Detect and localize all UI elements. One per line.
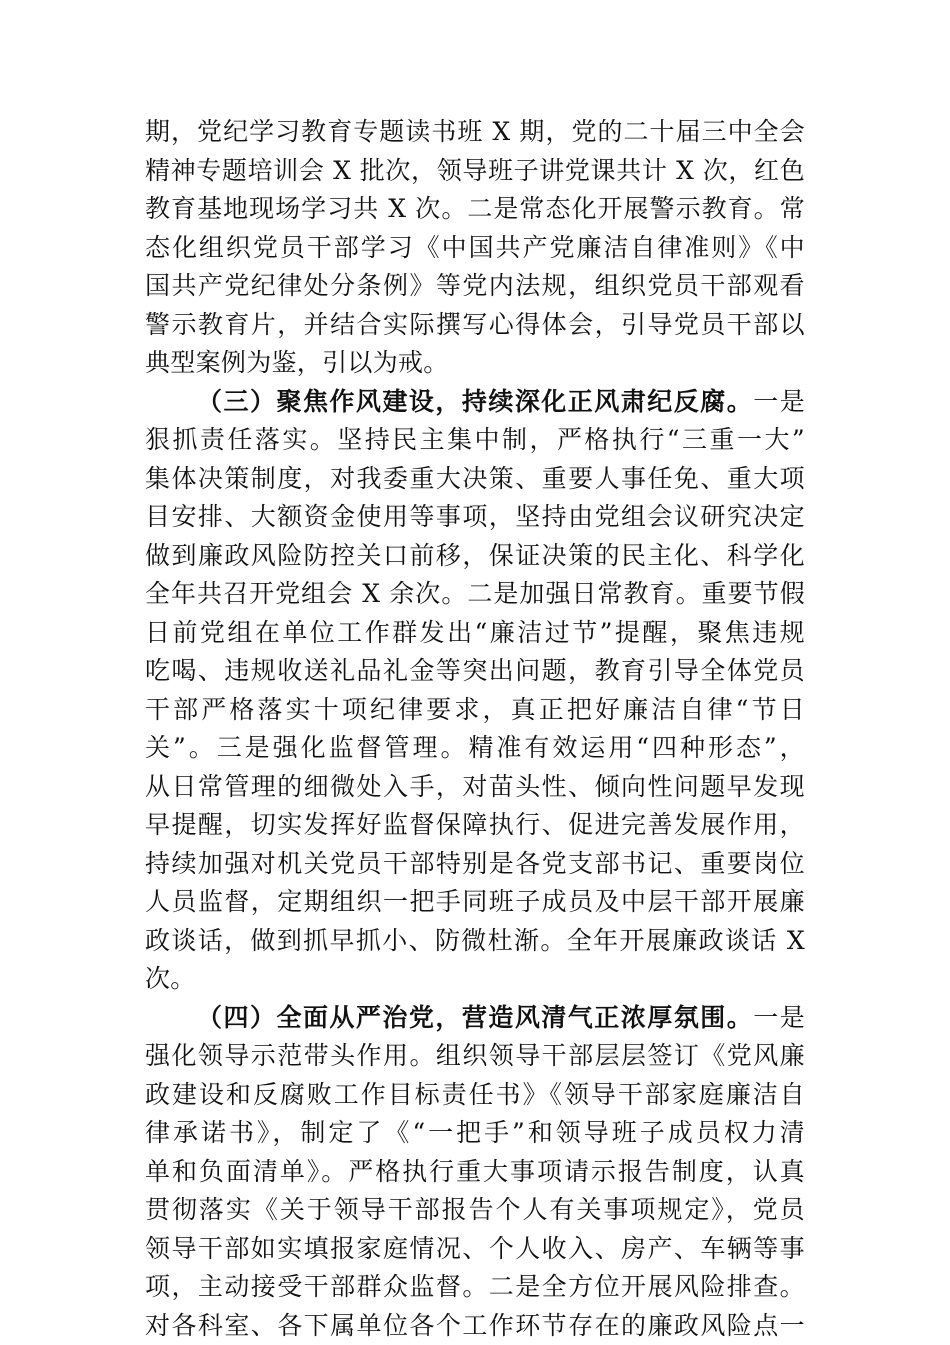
document-body [145, 113, 805, 1345]
section-heading: （四）全面从严治党，营造风清气正浓厚氛围。 [197, 1003, 753, 1032]
text-line: 目安排、大额资金使用等事项，坚持由党组会议研究决定 [145, 498, 805, 537]
text-line: 吃喝、违规收送礼品礼金等突出问题，教育引导全体党员 [145, 652, 805, 691]
text-line: 次。 [145, 960, 805, 999]
paragraph-2 [145, 383, 805, 999]
section-heading-line [145, 383, 805, 422]
text-line: 项，主动接受干部群众监督。二是全方位开展风险排查。 [145, 1268, 805, 1307]
text-line: 领导干部如实填报家庭情况、个人收入、房产、车辆等事 [145, 1230, 805, 1269]
text-line: 做到廉政风险防控关口前移，保证决策的民主化、科学化 [145, 537, 805, 576]
text-line: 期，党纪学习教育专题读书班 X 期，党的二十届三中全会 [145, 113, 805, 152]
text-line: 律承诺书》，制定了《“一把手”和领导班子成员权力清 [145, 1114, 805, 1153]
text-line: 全年共召开党组会 X 余次。二是加强日常教育。重要节假 [145, 575, 805, 614]
text-line: 人员监督，定期组织一把手同班子成员及中层干部开展廉 [145, 883, 805, 922]
text-line: 精神专题培训会 X 批次，领导班子讲党课共计 X 次，红色 [145, 152, 805, 191]
text-line: 早提醒，切实发挥好监督保障执行、促进完善发展作用， [145, 806, 805, 845]
text-line: 政谈话，做到抓早抓小、防微杜渐。全年开展廉政谈话 X [145, 922, 805, 961]
section-heading: （三）聚焦作风建设，持续深化正风肃纪反腐。 [197, 387, 753, 416]
text-line: 国共产党纪律处分条例》等党内法规，组织党员干部观看 [145, 267, 805, 306]
heading-line-rest: 一是 [753, 1003, 805, 1032]
text-line: 从日常管理的细微处入手，对苗头性、倾向性问题早发现 [145, 768, 805, 807]
text-line: 警示教育片，并结合实际撰写心得体会，引导党员干部以 [145, 306, 805, 345]
paragraph-1 [145, 113, 805, 383]
paragraph-3 [145, 999, 805, 1345]
text-line: 政建设和反腐败工作目标责任书》《领导干部家庭廉洁自 [145, 1076, 805, 1115]
text-line: 干部严格落实十项纪律要求，真正把好廉洁自律“节日 [145, 691, 805, 730]
heading-line-rest: 一是 [753, 387, 805, 416]
text-line: 持续加强对机关党员干部特别是各党支部书记、重要岗位 [145, 845, 805, 884]
text-line: 日前党组在单位工作群发出“廉洁过节”提醒，聚焦违规 [145, 614, 805, 653]
text-line: 狠抓责任落实。坚持民主集中制，严格执行“三重一大” [145, 421, 805, 460]
text-line: 集体决策制度，对我委重大决策、重要人事任免、重大项 [145, 460, 805, 499]
text-line: 对各科室、各下属单位各个工作环节存在的廉政风险点一 [145, 1307, 805, 1345]
text-line: 态化组织党员干部学习《中国共产党廉洁自律准则》《中 [145, 229, 805, 268]
text-line: 关”。三是强化监督管理。精准有效运用“四种形态”， [145, 729, 805, 768]
text-line: 单和负面清单》。严格执行重大事项请示报告制度，认真 [145, 1153, 805, 1192]
text-line: 教育基地现场学习共 X 次。二是常态化开展警示教育。常 [145, 190, 805, 229]
text-line: 典型案例为鉴，引以为戒。 [145, 344, 805, 383]
text-line: 强化领导示范带头作用。组织领导干部层层签订《党风廉 [145, 1037, 805, 1076]
section-heading-line [145, 999, 805, 1038]
text-line: 贯彻落实《关于领导干部报告个人有关事项规定》，党员 [145, 1191, 805, 1230]
